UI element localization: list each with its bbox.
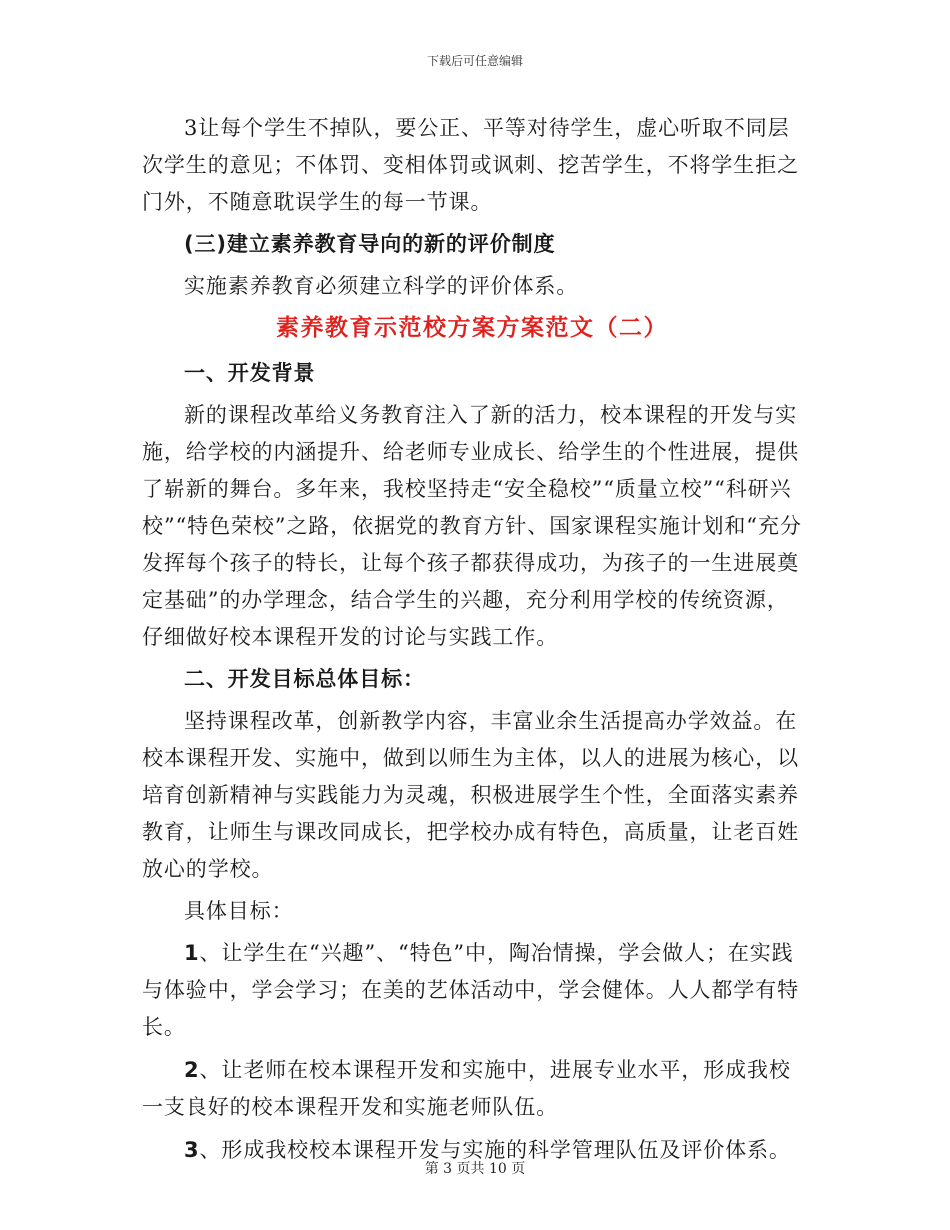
paragraph-teacher-conduct: 3让每个学生不掉队，要公正、平等对待学生，虚心听取不同层次学生的意见；不体罚、变相体罚或讽刺、挖苦学生，不将学生拒之门外，不随意耽误学生的每一节课。: [142, 116, 799, 214]
list-item-goal-2: [142, 1052, 802, 1126]
heading-background: 一、开发背景: [184, 361, 316, 385]
list-item-number: 2: [184, 1058, 200, 1082]
list-item-goal-1: [142, 935, 802, 1046]
list-item-text: 、形成我校校本课程开发与实施的科学管理队伍及评价体系。: [199, 1138, 791, 1162]
paragraph-overall-goal: 坚持课程改革，创新教学内容，丰富业余生活提高办学效益。在校本课程开发、实施中，做到以师生为主体，以人的进展为核心，以培育创新精神与实践能力为灵魂，积极进展学生个性，全面落实素养教育，让师生与课改同成长，把学校办成有特色，高质量，让老百姓放心的学校。: [142, 709, 799, 881]
document-body: [142, 110, 802, 1175]
subheading-evaluation-system: (三)建立素养教育导向的新的评价制度: [184, 232, 556, 256]
heading-goals: 二、开发目标总体目标：: [184, 667, 425, 691]
page-footer: 第 3 页共 10 页: [424, 1161, 526, 1177]
list-item-number: 3: [184, 1138, 200, 1162]
list-item-text: 、让老师在校本课程开发和实施中，进展专业水平，形成我校一支良好的校本课程开发和实施老师队伍。: [142, 1058, 791, 1119]
paragraph-background: 新的课程改革给义务教育注入了新的活力，校本课程的开发与实施，给学校的内涵提升、给老师专业成长、给学生的个性进展，提供了崭新的舞台。多年来，我校坚持走“安全稳校”“质量立校”“科研兴校”“特色荣校”之路，依据党的教育方针、国家课程实施计划和“充分发挥每个孩子的特长，让每个孩子都获得成功，为孩子的一生进展奠定基础”的办学理念，结合学生的兴趣，充分利用学校的传统资源，仔细做好校本课程开发的讨论与实践工作。: [142, 403, 802, 649]
paragraph-specific-goals-label: 具体目标：: [184, 899, 294, 923]
list-item-text: 、让学生在“兴趣”、“特色”中，陶冶情操，学会做人；在实践与体验中，学会学习；在美的艺体活动中，学会健体。人人都学有特长。: [142, 941, 799, 1039]
page-header: 下载后可任意编辑: [426, 54, 523, 68]
section-title: 素养教育示范校方案方案范文（二）: [276, 315, 668, 341]
list-item-number: 1: [184, 941, 200, 965]
paragraph-evaluation: 实施素养教育必须建立科学的评价体系。: [184, 274, 579, 298]
